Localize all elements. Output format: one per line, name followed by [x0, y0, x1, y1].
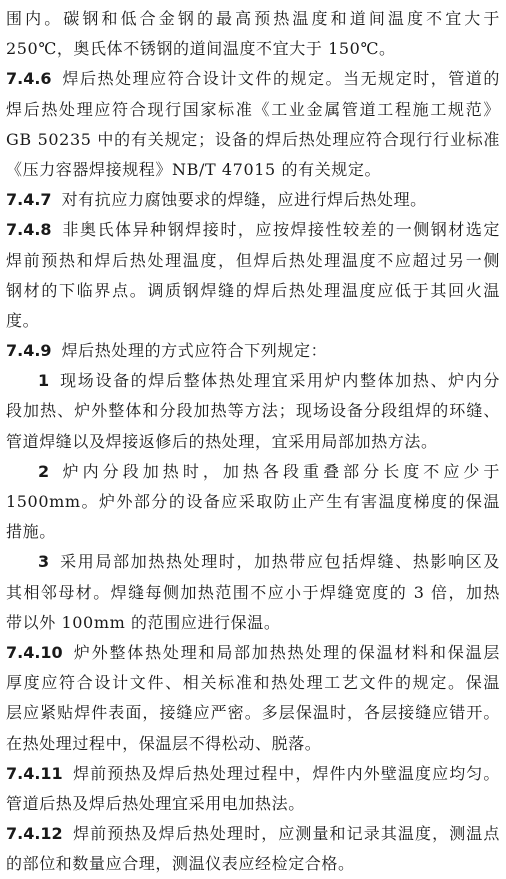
text-span: 采用局部加热热处理时，加热带应包括焊缝、热影响区及	[59, 552, 500, 572]
text-line: 管道后热及焊后热处理宜采用电加热法。	[6, 793, 305, 813]
text-line: 围内。碳钢和低合金钢的最高预热温度和道间温度不宜大于	[6, 9, 500, 28]
text-line: GB 50235 中的有关规定；设备的焊后热处理应符合现行行业标准	[6, 129, 500, 149]
clause-first-line	[6, 759, 500, 789]
clause-number: 7.4.10	[6, 642, 63, 662]
clause-7-4-6	[6, 64, 500, 185]
list-item-first-line	[6, 547, 500, 577]
clause-7-4-7	[6, 185, 500, 215]
clause-number: 7.4.6	[6, 69, 52, 89]
text-line: 1500mm。炉外部分的设备应采取防止产生有害温度梯度的保温	[6, 492, 500, 511]
text-line: 钢材的下临界点。调质钢焊缝的焊后热处理温度应低于其回火温	[6, 280, 500, 300]
list-item-first-line	[6, 457, 500, 487]
list-item-first-line	[6, 366, 500, 396]
text-line: 层应紧贴焊件表面，接缝应严密。多层保温时，各层接缝应错开。	[6, 703, 500, 723]
text-line: 的部位和数量应合理，测温仪表应经检定合格。	[6, 854, 355, 874]
text-line: 度。	[6, 310, 40, 330]
text-line: 250℃，奥氏体不锈钢的道间温度不宜大于 150℃。	[6, 39, 396, 59]
text-line: 管道焊缝以及焊接返修后的热处理，宜采用局部加热方法。	[6, 431, 438, 451]
text-span: 非奥氏体异种钢焊接时，应按焊接性较差的一侧钢材选定	[61, 220, 500, 240]
clause-number: 7.4.9	[6, 341, 52, 361]
list-item-number: 1	[38, 371, 50, 391]
clause-number: 7.4.8	[6, 220, 52, 240]
text-line: 焊后热处理应符合现行国家标准《工业金属管道工程施工规范》	[6, 99, 500, 119]
text-line: 厚度应符合设计文件、相关标准和热处理工艺文件的规定。保温	[6, 673, 500, 693]
text-line: 《压力容器焊接规程》NB/T 47015 的有关规定。	[6, 159, 382, 179]
text-span: 焊后热处理应符合设计文件的规定。当无规定时，管道的	[61, 69, 500, 89]
text-line: 在热处理过程中，保温层不得松动、脱落。	[6, 733, 322, 753]
clause-first-line	[6, 64, 500, 94]
clause-number: 7.4.11	[6, 763, 63, 783]
clause-first-line	[6, 819, 500, 849]
clause-7-4-11	[6, 759, 500, 819]
text-span: 炉外整体热处理和局部加热热处理的保温材料和保温层	[72, 642, 500, 662]
clause-first-line	[6, 185, 500, 215]
clause-number: 7.4.7	[6, 190, 52, 210]
clause-7-4-9	[6, 336, 500, 638]
text-span: 现场设备的焊后整体热处理宜采用炉内整体加热、炉内分	[59, 371, 500, 391]
clause-7-4-12	[6, 819, 500, 879]
text-line: 措施。	[6, 522, 56, 542]
clause-7-4-10	[6, 638, 500, 759]
clause-number: 7.4.12	[6, 824, 63, 844]
text-span: 焊前预热及焊后热处理过程中，焊件内外壁温度应均匀。	[72, 763, 500, 783]
clause-first-line	[6, 638, 500, 668]
text-line: 焊前预热和焊后热处理温度，但焊后热处理温度不应超过另一侧	[6, 250, 500, 270]
clause-first-line	[6, 336, 500, 366]
paragraph-continuation	[6, 4, 500, 64]
text-span: 对有抗应力腐蚀要求的焊缝，应进行焊后热处理。	[61, 190, 427, 210]
text-line: 带以外 100mm 的范围应进行保温。	[6, 612, 281, 632]
text-span: 炉内分段加热时，加热各段重叠部分长度不应少于	[59, 461, 500, 481]
text-span: 焊后热处理的方式应符合下列规定：	[61, 341, 328, 361]
text-span: 焊前预热及焊后热处理时，应测量和记录其温度，测温点	[72, 824, 500, 844]
list-item-number: 2	[38, 461, 50, 481]
text-line: 其相邻母材。焊缝每侧加热范围不应小于焊缝宽度的 3 倍，加热	[6, 582, 500, 602]
clause-7-4-8	[6, 215, 500, 336]
list-item-number: 3	[38, 552, 50, 572]
text-line: 段加热、炉外整体和分段加热等方法；现场设备分段组焊的环缝、	[6, 401, 500, 421]
clause-first-line	[6, 215, 500, 245]
